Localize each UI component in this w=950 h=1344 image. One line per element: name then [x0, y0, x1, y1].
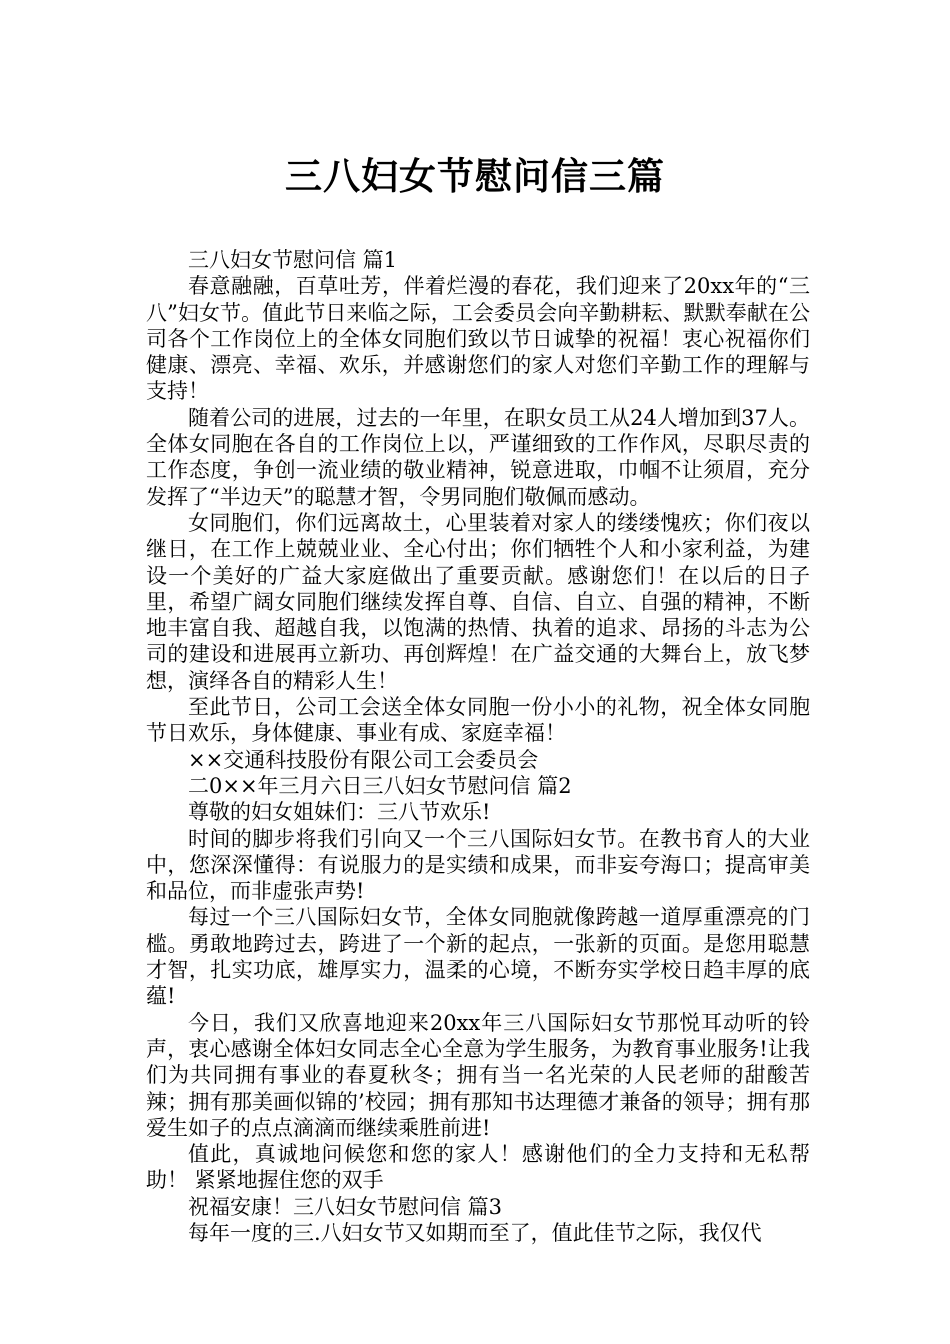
date-and-section-heading-2: 二0××年三月六日三八妇女节慰问信 篇2: [188, 773, 572, 798]
body-paragraph: 女同胞们，你们远离故土，心里装着对家人的缕缕愧疚；你们夜以继日，在工作上兢兢业业、全心付出；你们牺牲个人和小家利益，为建设一个美好的广益大家庭做出了重要贡献。感谢您们！在以后的日子里，希望广阔女同胞们继续发挥自尊、自信、自立、自强的精神，不断地丰富自我、超越自我，以饱满的热情、执着的追求、昂扬的斗志为公司的建设和进展再立新功、再创辉煌！在广益交通的大舞台上，放飞梦想，演绎各自的精彩人生！: [146, 510, 810, 693]
salutation: 尊敬的妇女姐妹们：三八节欢乐!: [188, 800, 491, 825]
body-paragraph: 每年一度的三.八妇女节又如期而至了，值此佳节之际，我仅代: [188, 1220, 762, 1245]
body-paragraph: 随着公司的进展，过去的一年里，在职女员工从24人增加到37人。全体女同胞在各自的工作岗位上以，严谨细致的工作作风，尽职尽责的工作态度，争创一流业绩的敬业精神，锐意进取，巾帼不让须眉，充分发挥了“半边天”的聪慧才智，令男同胞们敬佩而感动。: [146, 405, 810, 509]
document-body: [146, 247, 810, 1246]
signature-line: ××交通科技股份有限公司工会委员会: [188, 747, 539, 772]
body-paragraph: 至此节日，公司工会送全体女同胞一份小小的礼物，祝全体女同胞节日欢乐，身体健康、事业有成、家庭幸福！: [146, 695, 810, 746]
body-paragraph: 值此，真诚地问候您和您的家人！感谢他们的全力支持和无私帮助！ 紧紧地握住您的双手: [146, 1142, 810, 1193]
section-heading-3: 祝福安康！三八妇女节慰问信 篇3: [188, 1194, 503, 1219]
body-paragraph: 春意融融，百草吐芳，伴着烂漫的春花，我们迎来了20xx年的“三八”妇女节。值此节日来临之际，工会委员会向辛勤耕耘、默默奉献在公司各个工作岗位上的全体女同胞们致以节日诚挚的祝福！衷心祝福你们健康、漂亮、幸福、欢乐，并感谢您们的家人对您们辛勤工作的理解与支持！: [146, 274, 810, 404]
document-title: 三八妇女节慰问信三篇: [285, 154, 665, 198]
section-heading-1: 三八妇女节慰问信 篇1: [188, 248, 398, 272]
body-paragraph: 今日，我们又欣喜地迎来20xx年三八国际妇女节那悦耳动听的铃声，衷心感谢全体妇女同志全心全意为学生服务，为教育事业服务!让我们为共同拥有事业的春夏秋冬；拥有当一名光荣的人民老师的甜酸苦辣；拥有那美画似锦的’校园；拥有那知书达理德才兼备的领导；拥有那爱生如子的点点滴滴而继续乘胜前进!: [146, 1010, 810, 1140]
body-paragraph: 时间的脚步将我们引向又一个三八国际妇女节。在教书育人的大业中，您深深懂得：有说服力的是实绩和成果，而非妄夸海口；提高审美和品位，而非虚张声势!: [146, 826, 810, 904]
body-paragraph: 每过一个三八国际妇女节，全体女同胞就像跨越一道厚重漂亮的门槛。勇敢地跨过去，跨进了一个新的起点，一张新的页面。是您用聪慧才智，扎实功底，雄厚实力，温柔的心境，不断夯实学校日趋丰厚的底蕴!: [146, 905, 810, 1009]
